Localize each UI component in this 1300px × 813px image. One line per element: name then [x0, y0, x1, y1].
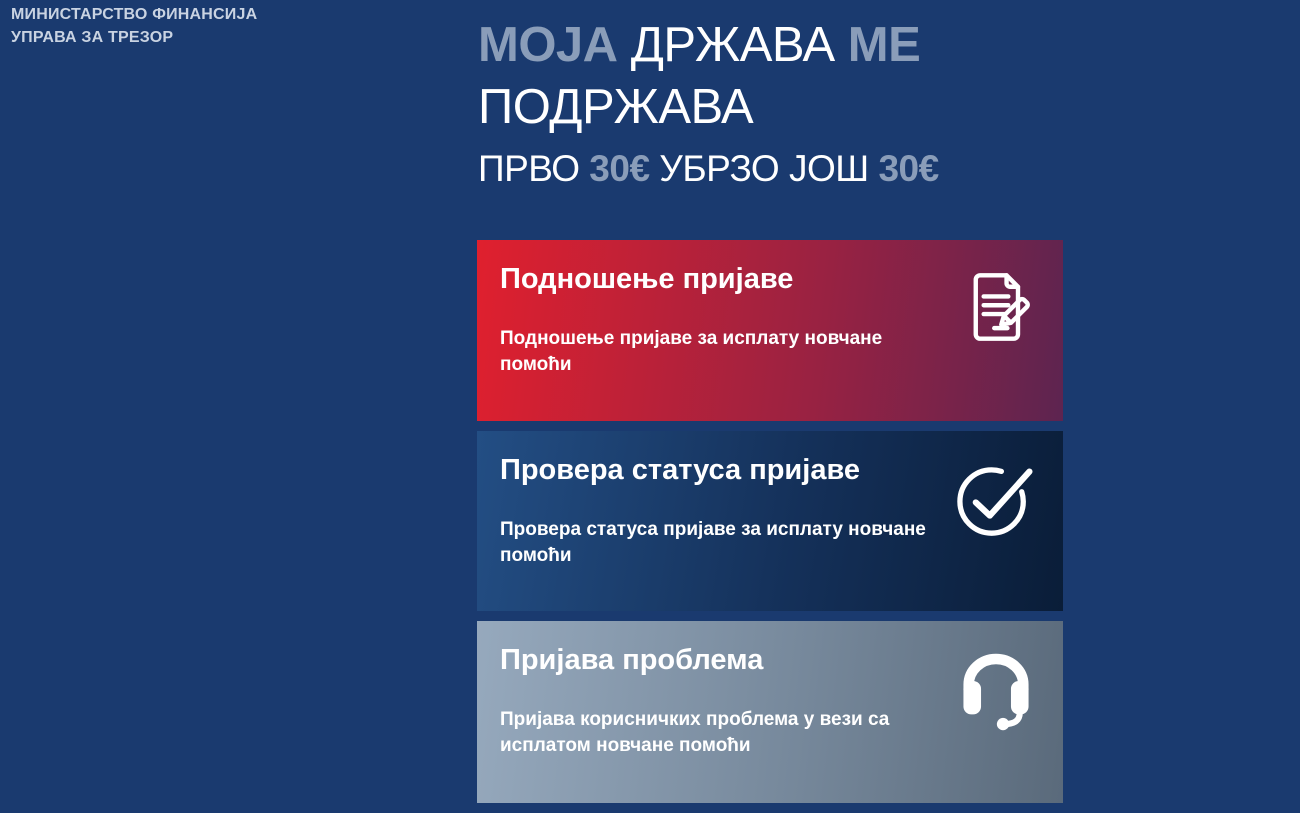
card-description: Провера статуса пријаве за исплату новчане помоћи	[500, 519, 926, 566]
headset-icon	[952, 642, 1040, 734]
title-word-moja: МОЈА	[478, 18, 618, 72]
sub-amount-second: 30€	[878, 148, 939, 189]
card-description: Подношење пријаве за исплату новчане помоћи	[500, 328, 883, 375]
sub-word-prvo: ПРВО	[478, 148, 590, 189]
card-title: Пријава проблема	[500, 644, 764, 676]
document-edit-icon	[952, 261, 1040, 353]
brand-line-treasury: УПРАВА ЗА ТРЕЗОР	[11, 29, 174, 46]
card-submit-application[interactable]	[477, 240, 1063, 421]
action-cards	[477, 240, 1063, 803]
card-description: Пријава корисничких проблема у вези са исплатом новчане помоћи	[500, 709, 890, 756]
hero-section	[478, 14, 1078, 191]
card-report-problem[interactable]	[477, 621, 1063, 803]
page-subtitle	[478, 147, 1078, 191]
card-title: Провера статуса пријаве	[500, 454, 861, 486]
title-word-me: МЕ	[847, 18, 921, 72]
title-word-drzava: ДРЖАВА	[617, 18, 848, 72]
sub-amount-first: 30€	[589, 148, 650, 189]
sub-word-ubrzo: УБРЗО ЈОШ	[649, 148, 879, 189]
page-title	[478, 14, 1078, 138]
check-circle-icon	[952, 452, 1040, 544]
title-word-podrzava: ПОДРЖАВА	[478, 80, 754, 134]
brand-line-ministry: МИНИСТАРСТВО ФИНАНСИЈА	[11, 6, 258, 23]
card-check-status[interactable]	[477, 431, 1063, 611]
card-title: Подношење пријаве	[500, 263, 794, 295]
ministry-brand	[11, 3, 257, 49]
